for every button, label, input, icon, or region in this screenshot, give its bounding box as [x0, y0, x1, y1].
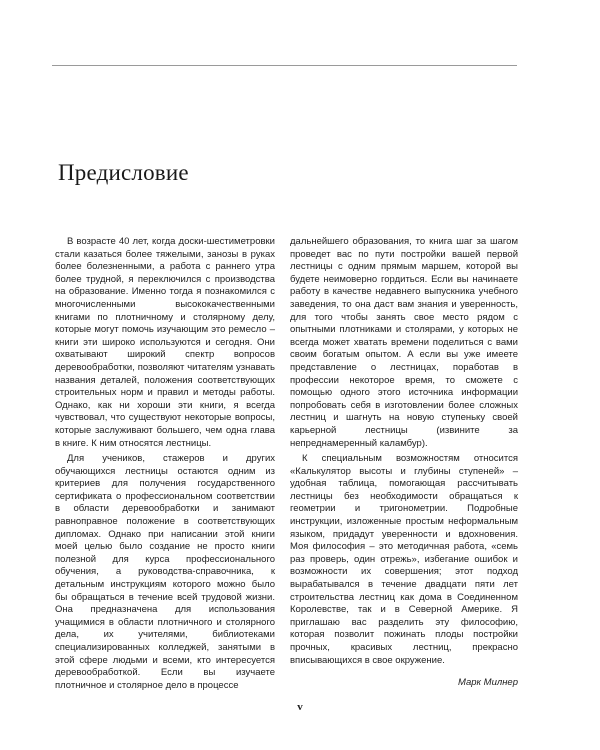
right-column — [290, 236, 518, 690]
paragraph: К специальным возможностям относится «Калькулятор высоты и глубины ступеней» – удобная таблица, помогающая рассчитывать лестницы без необходимости обращаться к геометрии и тригонометрии. Подробные инструкции, изложенные простым неформальным языком, придадут уверенности и вдохновения. Моя философия – это методичная работа, «семь раз проверь, один отрежь», избегание ошибок и возможности их совершения; этот подход вырабатывался в течение двадцати пяти лет строительства лестниц как дома в Соединенном Королевстве, так и в Северной Америке. Я приглашаю вас разделить эту философию, которая позволит пожинать плоды постройки прочных, красивых лестниц, прекрасно вписывающихся в свое окружение. — [290, 453, 518, 666]
paragraph: В возрасте 40 лет, когда доски-шестиметровки стали казаться более тяжелыми, занозы в руках более болезненными, а работа с раннего утра более трудной, я переключился с производства на образование. Именно тогда я познакомился с многочисленными высококачественными книгами по плотничному и столярному делу, которые могут помочь изучающим это ремесло – книги эти широко используются и сегодня. Они охватывают широкий спектр вопросов деревообработки, позволяют читателям узнавать названия деталей, положения соответствующих строительных норм и правил и методы работы. Однако, как ни хороши эти книги, я всегда чувствовал, что существуют некоторые вопросы, которые заслуживают большего, чем одна глава в книге. К ним относятся лестницы. — [55, 236, 275, 449]
author-signature: Марк Милнер — [457, 677, 518, 689]
paragraph-continuation: дальнейшего образования, то книга шаг за шагом проведет вас по пути постройки вашей первой лестницы с одним прямым маршем, которой вы будете неимоверно гордиться. Если вы начинаете работу в качестве недавнего выпускника учебного заведения, то она даст вам знания и уверенность, для того чтобы занять свое место рядом с опытными плотниками и столярами, у которых не всегда может хватать времени поделиться с вами своим богатым опытом. А если вы уже имеете представление о лестницах, поработав в профессии некоторое время, то сможете с помощью одного этого источника информации попробовать себя в изготовлении более сложных лестниц и шагнуть на новую ступеньку своей карьерной лестницы (извините за непреднамеренный каламбур). — [290, 236, 518, 449]
page-number: v — [297, 701, 303, 713]
left-column — [55, 236, 275, 692]
header-rule — [52, 65, 517, 66]
paragraph: Для учеников, стажеров и других обучающихся лестницы остаются одним из критериев для получения государственного сертификата о профессиональном соответствии в области деревообработки и занимают равноправное положение в соответствующих дипломах. Однако при написании этой книги моей целью было создание не просто книги полезной для курса профессионального обучения, а руководства-справочника, к детальным инструкциям которого можно было бы обращаться в течение всей трудовой жизни. Она предназначена для использования учащимися в области плотничного и столярного дела, их учителями, библиотеками специализированных колледжей, занятыми в этой сфере людьми и всеми, кто интересуется деревообработкой. Если вы изучаете плотничное и столярное дело в процессе — [55, 453, 275, 691]
page-title: Предисловие — [58, 160, 189, 185]
